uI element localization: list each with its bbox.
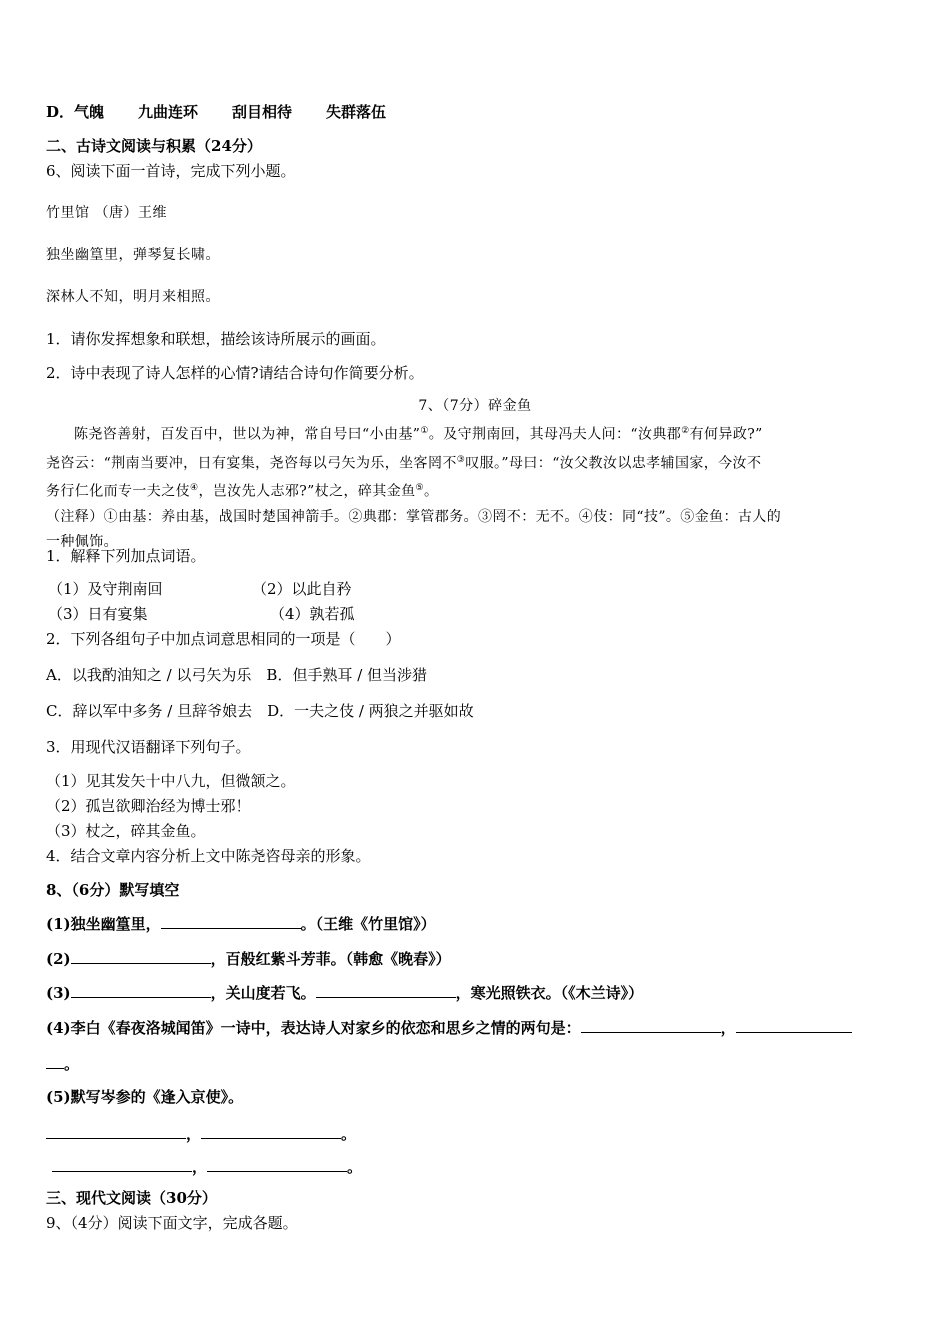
fill-blank[interactable] bbox=[161, 913, 301, 929]
q8-item-3 bbox=[46, 982, 643, 1003]
q8-text: (1)独坐幽篁里， bbox=[46, 915, 161, 933]
q7-passage-line-3 bbox=[46, 476, 906, 505]
fill-blank[interactable] bbox=[201, 1123, 341, 1139]
poem-line-1: 独坐幽篁里，弹琴复长啸。 bbox=[46, 247, 220, 263]
q7-text: 陈尧咨善射，百发百中，世以为神，常自号曰“小由基” bbox=[74, 426, 421, 443]
q7-sub-3-2: （2）孤岂欲卿治经为博士邪！ bbox=[46, 797, 251, 815]
fill-blank[interactable] bbox=[52, 1156, 192, 1172]
q6-sub-2: 2．诗中表现了诗人怎样的心情?请结合诗句作简要分析。 bbox=[46, 364, 424, 382]
q8-item-2 bbox=[46, 948, 451, 969]
q7-passage-line-2 bbox=[46, 448, 906, 477]
option-d-word-4: 失群落伍 bbox=[326, 103, 387, 121]
q8-text: (4)李白《春夜洛城闻笛》一诗中，表达诗人对家乡的依恋和思乡之情的两句是： bbox=[46, 1019, 581, 1037]
q7-notes-line-2: 一种佩饰。 bbox=[46, 533, 118, 550]
q8-text: ，百般红紫斗芳菲。（韩愈《晚春》） bbox=[210, 950, 451, 968]
poem-title: 竹里馆 （唐）王维 bbox=[46, 205, 167, 221]
q7-sub-2: 2．下列各组句子中加点词意思相同的一项是（ ） bbox=[46, 630, 401, 648]
q8-text: ，关山度若飞。 bbox=[210, 984, 316, 1002]
option-d-line bbox=[46, 102, 386, 122]
q6-intro: 6、阅读下面一首诗，完成下列小题。 bbox=[46, 162, 296, 180]
fill-blank[interactable] bbox=[207, 1156, 347, 1172]
q7-text: 。及守荆南回，其母冯夫人问：“汝典郡 bbox=[428, 426, 682, 443]
q7-sub-1-b: （2）以此自矜 bbox=[252, 580, 352, 598]
q7-sub-3-1: （1）见其发矢十中八九，但微颔之。 bbox=[46, 772, 296, 790]
q7-sub-1-a: （1）及守荆南回 bbox=[48, 580, 163, 598]
q7-text: 有何异政?” bbox=[689, 426, 763, 443]
fill-blank[interactable] bbox=[736, 1017, 852, 1033]
note-marker-1: ① bbox=[420, 426, 429, 436]
note-marker-4: ④ bbox=[190, 483, 199, 494]
q8-item-5-line-1 bbox=[46, 1123, 356, 1144]
q8-item-5: (5)默写岑参的《逢入京使》。 bbox=[46, 1088, 244, 1106]
q7-text: ，岂汝先人志邪?”杖之，碎其金鱼 bbox=[198, 483, 416, 500]
note-marker-5: ⑤ bbox=[415, 483, 424, 494]
q8-text: 。 bbox=[64, 1055, 80, 1073]
q7-text: 叹服。”母曰：“汝父教汝以忠孝辅国家，今汝不 bbox=[465, 455, 762, 472]
fill-blank[interactable] bbox=[316, 982, 456, 998]
q7-sub-3: 3．用现代汉语翻译下列句子。 bbox=[46, 738, 251, 756]
option-d-label: D．气魄 bbox=[46, 103, 105, 121]
q7-title: 7、（7分）碎金鱼 bbox=[418, 398, 532, 414]
q7-sub-3-3: （3）杖之，碎其金鱼。 bbox=[46, 822, 206, 840]
q8-item-4 bbox=[46, 1017, 852, 1038]
q7-sub-4: 4．结合文章内容分析上文中陈尧咨母亲的形象。 bbox=[46, 847, 371, 865]
poem-line-2: 深林人不知，明月来相照。 bbox=[46, 289, 220, 305]
option-d-word-3: 刮目相待 bbox=[232, 103, 293, 121]
note-marker-2: ② bbox=[681, 426, 690, 436]
q8-text: 。 bbox=[347, 1158, 363, 1176]
q8-text: 。（王维《竹里馆》） bbox=[300, 915, 436, 933]
q6-sub-1: 1．请你发挥想象和联想，描绘该诗所展示的画面。 bbox=[46, 330, 386, 348]
q8-item-4-continued bbox=[46, 1053, 79, 1074]
fill-blank[interactable] bbox=[71, 982, 211, 998]
q7-text: 务行仁化而专一夫之伎 bbox=[46, 483, 190, 500]
q8-heading: 8、（6分）默写填空 bbox=[46, 881, 180, 899]
q8-item-5-line-2 bbox=[52, 1156, 362, 1177]
q7-notes-line-1: （注释）①由基：养由基，战国时楚国神箭手。②典郡：掌管郡务。③罔不：无不。④伎：同“技”。⑤金鱼：古人的 bbox=[46, 508, 782, 525]
q8-text: 。 bbox=[341, 1125, 357, 1143]
option-d-word-2: 九曲连环 bbox=[138, 103, 199, 121]
section-2-heading: 二、古诗文阅读与积累（24分） bbox=[46, 137, 262, 155]
fill-blank[interactable] bbox=[71, 948, 211, 964]
fill-blank[interactable] bbox=[581, 1017, 721, 1033]
fill-blank[interactable] bbox=[46, 1053, 64, 1069]
q7-sub-2-options-cd: C．辞以军中多务 / 旦辞爷娘去 D．一夫之伎 / 两狼之并驱如故 bbox=[46, 702, 474, 720]
note-marker-3: ③ bbox=[456, 454, 466, 465]
q7-sub-1-c: （3）日有宴集 bbox=[48, 605, 148, 623]
q7-sub-2-options-ab: A．以我酌油知之 / 以弓矢为乐 B．但手熟耳 / 但当涉猎 bbox=[46, 666, 428, 684]
q7-sub-1-d: （4）孰若孤 bbox=[270, 605, 355, 623]
q8-item-1 bbox=[46, 913, 436, 934]
q7-sub-1: 1．解释下列加点词语。 bbox=[46, 547, 206, 565]
q8-text: (2) bbox=[46, 950, 71, 968]
section-3-heading: 三、现代文阅读（30分） bbox=[46, 1189, 217, 1207]
q7-text: 。 bbox=[424, 483, 439, 500]
q9-intro: 9、（4分）阅读下面文字，完成各题。 bbox=[46, 1214, 298, 1232]
q8-text: (3) bbox=[46, 984, 71, 1002]
q8-text: ，寒光照铁衣。（《木兰诗》） bbox=[455, 984, 644, 1002]
q8-text: ， bbox=[720, 1019, 736, 1037]
fill-blank[interactable] bbox=[46, 1123, 186, 1139]
q7-passage bbox=[46, 419, 906, 555]
q7-text: 尧咨云：“荆南当要冲，日有宴集，尧咨每以弓矢为乐，坐客罔不 bbox=[46, 455, 457, 472]
q8-text: ， bbox=[192, 1158, 208, 1176]
q8-text: ， bbox=[186, 1125, 202, 1143]
q7-passage-line-1 bbox=[46, 419, 906, 448]
